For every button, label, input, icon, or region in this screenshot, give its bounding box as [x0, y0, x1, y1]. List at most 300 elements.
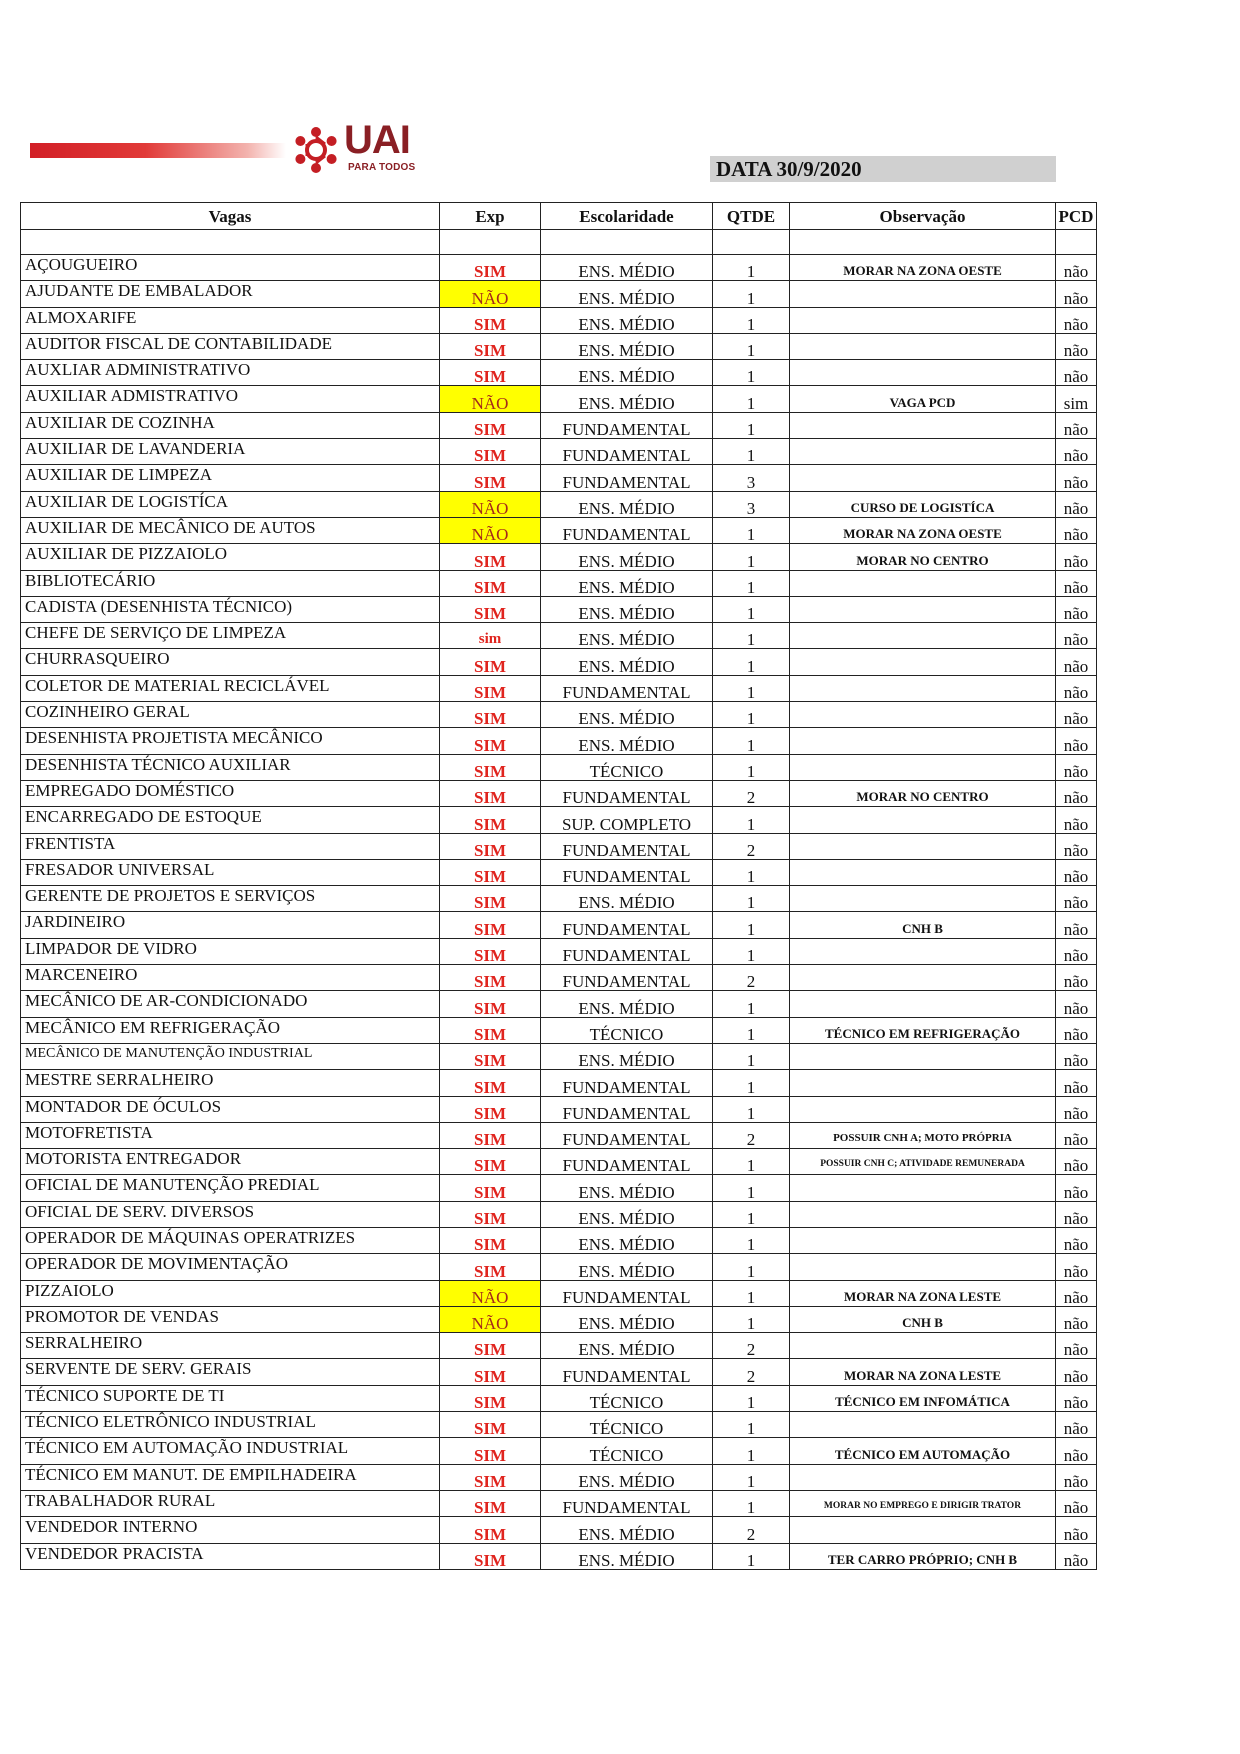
- pcd-cell: não: [1056, 912, 1097, 938]
- vaga-cell: OFICIAL DE SERV. DIVERSOS: [21, 1201, 440, 1227]
- escolaridade-cell: ENS. MÉDIO: [541, 1201, 713, 1227]
- pcd-cell: não: [1056, 833, 1097, 859]
- pcd-cell: não: [1056, 754, 1097, 780]
- table-row: [21, 807, 1097, 833]
- vaga-cell: MARCENEIRO: [21, 965, 440, 991]
- pcd-cell: não: [1056, 702, 1097, 728]
- vaga-cell: AUXILIAR DE LOGISTÍCA: [21, 491, 440, 517]
- observacao-cell: [790, 1070, 1056, 1096]
- table-row: [21, 649, 1097, 675]
- vaga-cell: MOTORISTA ENTREGADOR: [21, 1149, 440, 1175]
- pcd-cell: não: [1056, 570, 1097, 596]
- observacao-cell: CNH B: [790, 912, 1056, 938]
- observacao-cell: [790, 1227, 1056, 1253]
- observacao-cell: [790, 1254, 1056, 1280]
- vaga-cell: MESTRE SERRALHEIRO: [21, 1070, 440, 1096]
- header-escolaridade: Escolaridade: [541, 203, 713, 230]
- pcd-cell: não: [1056, 1227, 1097, 1253]
- qtde-cell: 1: [713, 1490, 790, 1516]
- qtde-cell: 1: [713, 1306, 790, 1332]
- pcd-cell: não: [1056, 728, 1097, 754]
- observacao-cell: MORAR NA ZONA OESTE: [790, 255, 1056, 281]
- observacao-cell: [790, 1201, 1056, 1227]
- escolaridade-cell: ENS. MÉDIO: [541, 991, 713, 1017]
- header-gradient-bar: [30, 143, 286, 158]
- observacao-cell: CURSO DE LOGISTÍCA: [790, 491, 1056, 517]
- table-row: [21, 1175, 1097, 1201]
- vaga-cell: DESENHISTA PROJETISTA MECÂNICO: [21, 728, 440, 754]
- pcd-cell: não: [1056, 491, 1097, 517]
- vaga-cell: AÇOUGUEIRO: [21, 255, 440, 281]
- pcd-cell: não: [1056, 1201, 1097, 1227]
- qtde-cell: 1: [713, 702, 790, 728]
- table-row: [21, 1227, 1097, 1253]
- escolaridade-cell: ENS. MÉDIO: [541, 886, 713, 912]
- pcd-cell: não: [1056, 938, 1097, 964]
- observacao-cell: MORAR NA ZONA LESTE: [790, 1359, 1056, 1385]
- exp-cell: SIM: [440, 780, 541, 806]
- qtde-cell: 1: [713, 938, 790, 964]
- escolaridade-cell: TÉCNICO: [541, 754, 713, 780]
- escolaridade-cell: ENS. MÉDIO: [541, 333, 713, 359]
- exp-cell: SIM: [440, 333, 541, 359]
- qtde-cell: 1: [713, 675, 790, 701]
- table-row: [21, 1306, 1097, 1332]
- escolaridade-cell: ENS. MÉDIO: [541, 386, 713, 412]
- exp-cell: SIM: [440, 465, 541, 491]
- escolaridade-cell: TÉCNICO: [541, 1017, 713, 1043]
- escolaridade-cell: FUNDAMENTAL: [541, 938, 713, 964]
- escolaridade-cell: ENS. MÉDIO: [541, 702, 713, 728]
- observacao-cell: [790, 728, 1056, 754]
- header-pcd: PCD: [1056, 203, 1097, 230]
- exp-cell: NÃO: [440, 517, 541, 543]
- pcd-cell: não: [1056, 1412, 1097, 1438]
- qtde-cell: 2: [713, 780, 790, 806]
- exp-cell: SIM: [440, 675, 541, 701]
- exp-cell: SIM: [440, 912, 541, 938]
- exp-cell: SIM: [440, 1385, 541, 1411]
- qtde-cell: 1: [713, 570, 790, 596]
- qtde-cell: 1: [713, 1096, 790, 1122]
- observacao-cell: [790, 281, 1056, 307]
- table-row: [21, 1438, 1097, 1464]
- vaga-cell: COLETOR DE MATERIAL RECICLÁVEL: [21, 675, 440, 701]
- escolaridade-cell: ENS. MÉDIO: [541, 1254, 713, 1280]
- pcd-cell: não: [1056, 1306, 1097, 1332]
- table-row: [21, 754, 1097, 780]
- qtde-cell: 2: [713, 1333, 790, 1359]
- exp-cell: SIM: [440, 1464, 541, 1490]
- vaga-cell: AUXLIAR ADMINISTRATIVO: [21, 360, 440, 386]
- observacao-cell: [790, 754, 1056, 780]
- vaga-cell: TÉCNICO EM AUTOMAÇÃO INDUSTRIAL: [21, 1438, 440, 1464]
- observacao-cell: [790, 1096, 1056, 1122]
- exp-cell: SIM: [440, 1490, 541, 1516]
- vaga-cell: AUXILIAR DE MECÂNICO DE AUTOS: [21, 517, 440, 543]
- qtde-cell: 1: [713, 623, 790, 649]
- observacao-cell: [790, 1517, 1056, 1543]
- table-row: [21, 596, 1097, 622]
- table-row: [21, 833, 1097, 859]
- vaga-cell: FRESADOR UNIVERSAL: [21, 859, 440, 885]
- qtde-cell: 1: [713, 1070, 790, 1096]
- observacao-cell: TÉCNICO EM INFOMÁTICA: [790, 1385, 1056, 1411]
- observacao-cell: [790, 412, 1056, 438]
- observacao-cell: [790, 570, 1056, 596]
- table-row: [21, 1254, 1097, 1280]
- pcd-cell: não: [1056, 1359, 1097, 1385]
- exp-cell: SIM: [440, 965, 541, 991]
- vaga-cell: OPERADOR DE MÁQUINAS OPERATRIZES: [21, 1227, 440, 1253]
- qtde-cell: 1: [713, 1543, 790, 1569]
- exp-cell: SIM: [440, 1122, 541, 1148]
- pcd-cell: não: [1056, 965, 1097, 991]
- qtde-cell: 1: [713, 386, 790, 412]
- table-row: [21, 965, 1097, 991]
- escolaridade-cell: ENS. MÉDIO: [541, 1464, 713, 1490]
- observacao-cell: MORAR NA ZONA OESTE: [790, 517, 1056, 543]
- exp-cell: SIM: [440, 1149, 541, 1175]
- qtde-cell: 2: [713, 1359, 790, 1385]
- escolaridade-cell: FUNDAMENTAL: [541, 912, 713, 938]
- exp-cell: NÃO: [440, 1306, 541, 1332]
- header-observacao: Observação: [790, 203, 1056, 230]
- pcd-cell: não: [1056, 307, 1097, 333]
- qtde-cell: 1: [713, 281, 790, 307]
- observacao-cell: [790, 965, 1056, 991]
- exp-cell: SIM: [440, 1517, 541, 1543]
- qtde-cell: 1: [713, 439, 790, 465]
- observacao-cell: MORAR NO EMPREGO E DIRIGIR TRATOR: [790, 1490, 1056, 1516]
- table-row: [21, 544, 1097, 570]
- escolaridade-cell: ENS. MÉDIO: [541, 596, 713, 622]
- pcd-cell: não: [1056, 544, 1097, 570]
- vaga-cell: MONTADOR DE ÓCULOS: [21, 1096, 440, 1122]
- qtde-cell: 1: [713, 255, 790, 281]
- escolaridade-cell: FUNDAMENTAL: [541, 517, 713, 543]
- exp-cell: SIM: [440, 859, 541, 885]
- pcd-cell: não: [1056, 1254, 1097, 1280]
- exp-cell: SIM: [440, 728, 541, 754]
- pcd-cell: não: [1056, 1070, 1097, 1096]
- escolaridade-cell: FUNDAMENTAL: [541, 1280, 713, 1306]
- exp-cell: SIM: [440, 886, 541, 912]
- vaga-cell: PIZZAIOLO: [21, 1280, 440, 1306]
- qtde-cell: 1: [713, 1227, 790, 1253]
- table-row: [21, 1149, 1097, 1175]
- observacao-cell: [790, 649, 1056, 675]
- qtde-cell: 2: [713, 1122, 790, 1148]
- qtde-cell: 1: [713, 859, 790, 885]
- exp-cell: SIM: [440, 1175, 541, 1201]
- pcd-cell: não: [1056, 1385, 1097, 1411]
- vaga-cell: JARDINEIRO: [21, 912, 440, 938]
- vaga-cell: TÉCNICO ELETRÔNICO INDUSTRIAL: [21, 1412, 440, 1438]
- pcd-cell: não: [1056, 1333, 1097, 1359]
- escolaridade-cell: ENS. MÉDIO: [541, 1306, 713, 1332]
- vaga-cell: SERRALHEIRO: [21, 1333, 440, 1359]
- escolaridade-cell: FUNDAMENTAL: [541, 859, 713, 885]
- pcd-cell: não: [1056, 1438, 1097, 1464]
- table-row: [21, 491, 1097, 517]
- qtde-cell: 1: [713, 1175, 790, 1201]
- pcd-cell: sim: [1056, 386, 1097, 412]
- vaga-cell: FRENTISTA: [21, 833, 440, 859]
- observacao-cell: [790, 1333, 1056, 1359]
- escolaridade-cell: ENS. MÉDIO: [541, 1227, 713, 1253]
- exp-cell: SIM: [440, 649, 541, 675]
- escolaridade-cell: ENS. MÉDIO: [541, 255, 713, 281]
- escolaridade-cell: ENS. MÉDIO: [541, 307, 713, 333]
- vacancies-table: [20, 202, 1097, 1570]
- qtde-cell: 1: [713, 1464, 790, 1490]
- escolaridade-cell: ENS. MÉDIO: [541, 360, 713, 386]
- exp-cell: NÃO: [440, 281, 541, 307]
- table-row: [21, 1280, 1097, 1306]
- observacao-cell: [790, 1412, 1056, 1438]
- vaga-cell: ENCARREGADO DE ESTOQUE: [21, 807, 440, 833]
- qtde-cell: 1: [713, 1254, 790, 1280]
- table-row: [21, 1017, 1097, 1043]
- escolaridade-cell: ENS. MÉDIO: [541, 728, 713, 754]
- exp-cell: SIM: [440, 570, 541, 596]
- observacao-cell: [790, 623, 1056, 649]
- observacao-cell: MORAR NA ZONA LESTE: [790, 1280, 1056, 1306]
- pcd-cell: não: [1056, 412, 1097, 438]
- pcd-cell: não: [1056, 1017, 1097, 1043]
- exp-cell: SIM: [440, 833, 541, 859]
- exp-cell: SIM: [440, 544, 541, 570]
- table-row: [21, 1385, 1097, 1411]
- exp-cell: SIM: [440, 1412, 541, 1438]
- vaga-cell: VENDEDOR PRACISTA: [21, 1543, 440, 1569]
- escolaridade-cell: ENS. MÉDIO: [541, 570, 713, 596]
- escolaridade-cell: FUNDAMENTAL: [541, 465, 713, 491]
- pcd-cell: não: [1056, 1149, 1097, 1175]
- observacao-cell: [790, 439, 1056, 465]
- table-row: [21, 728, 1097, 754]
- escolaridade-cell: FUNDAMENTAL: [541, 965, 713, 991]
- table-row: [21, 412, 1097, 438]
- vaga-cell: TÉCNICO EM MANUT. DE EMPILHADEIRA: [21, 1464, 440, 1490]
- observacao-cell: POSSUIR CNH C; ATIVIDADE REMUNERADA: [790, 1149, 1056, 1175]
- qtde-cell: 1: [713, 886, 790, 912]
- exp-cell: sim: [440, 623, 541, 649]
- observacao-cell: POSSUIR CNH A; MOTO PRÓPRIA: [790, 1122, 1056, 1148]
- qtde-cell: 3: [713, 491, 790, 517]
- escolaridade-cell: FUNDAMENTAL: [541, 780, 713, 806]
- vaga-cell: EMPREGADO DOMÉSTICO: [21, 780, 440, 806]
- qtde-cell: 1: [713, 807, 790, 833]
- table-row: [21, 517, 1097, 543]
- vaga-cell: AUXILIAR ADMISTRATIVO: [21, 386, 440, 412]
- qtde-cell: 1: [713, 596, 790, 622]
- vaga-cell: MOTOFRETISTA: [21, 1122, 440, 1148]
- exp-cell: SIM: [440, 1333, 541, 1359]
- pcd-cell: não: [1056, 1280, 1097, 1306]
- qtde-cell: 1: [713, 1438, 790, 1464]
- vaga-cell: GERENTE DE PROJETOS E SERVIÇOS: [21, 886, 440, 912]
- table-row: [21, 780, 1097, 806]
- table-row: [21, 623, 1097, 649]
- vaga-cell: MECÂNICO EM REFRIGERAÇÃO: [21, 1017, 440, 1043]
- pcd-cell: não: [1056, 255, 1097, 281]
- table-row: [21, 1490, 1097, 1516]
- escolaridade-cell: ENS. MÉDIO: [541, 1175, 713, 1201]
- escolaridade-cell: TÉCNICO: [541, 1385, 713, 1411]
- table-row: [21, 1464, 1097, 1490]
- escolaridade-cell: ENS. MÉDIO: [541, 281, 713, 307]
- escolaridade-cell: ENS. MÉDIO: [541, 623, 713, 649]
- table-row: [21, 1517, 1097, 1543]
- header-vagas: Vagas: [21, 203, 440, 230]
- table-row: [21, 912, 1097, 938]
- qtde-cell: 1: [713, 360, 790, 386]
- qtde-cell: 1: [713, 517, 790, 543]
- qtde-cell: 1: [713, 1149, 790, 1175]
- table-row: [21, 675, 1097, 701]
- qtde-cell: 1: [713, 1017, 790, 1043]
- observacao-cell: [790, 675, 1056, 701]
- table-row: [21, 255, 1097, 281]
- vaga-cell: CADISTA (DESENHISTA TÉCNICO): [21, 596, 440, 622]
- observacao-cell: [790, 465, 1056, 491]
- header-exp: Exp: [440, 203, 541, 230]
- exp-cell: SIM: [440, 412, 541, 438]
- pcd-cell: não: [1056, 807, 1097, 833]
- table-row: [21, 281, 1097, 307]
- header-qtde: QTDE: [713, 203, 790, 230]
- observacao-cell: [790, 807, 1056, 833]
- table-row: [21, 886, 1097, 912]
- observacao-cell: [790, 1464, 1056, 1490]
- observacao-cell: [790, 833, 1056, 859]
- pcd-cell: não: [1056, 1043, 1097, 1069]
- pcd-cell: não: [1056, 1175, 1097, 1201]
- vaga-cell: COZINHEIRO GERAL: [21, 702, 440, 728]
- escolaridade-cell: ENS. MÉDIO: [541, 1517, 713, 1543]
- brand-tagline: PARA TODOS: [348, 162, 416, 173]
- qtde-cell: 1: [713, 1280, 790, 1306]
- vaga-cell: ALMOXARIFE: [21, 307, 440, 333]
- escolaridade-cell: ENS. MÉDIO: [541, 491, 713, 517]
- observacao-cell: TER CARRO PRÓPRIO; CNH B: [790, 1543, 1056, 1569]
- escolaridade-cell: ENS. MÉDIO: [541, 1543, 713, 1569]
- observacao-cell: [790, 333, 1056, 359]
- vaga-cell: MECÂNICO DE MANUTENÇÃO INDUSTRIAL: [21, 1043, 440, 1069]
- exp-cell: SIM: [440, 1201, 541, 1227]
- vaga-cell: TRABALHADOR RURAL: [21, 1490, 440, 1516]
- observacao-cell: [790, 1043, 1056, 1069]
- pcd-cell: não: [1056, 1464, 1097, 1490]
- escolaridade-cell: TÉCNICO: [541, 1412, 713, 1438]
- observacao-cell: TÉCNICO EM REFRIGERAÇÃO: [790, 1017, 1056, 1043]
- pcd-cell: não: [1056, 991, 1097, 1017]
- table-row: [21, 1333, 1097, 1359]
- exp-cell: SIM: [440, 255, 541, 281]
- exp-cell: SIM: [440, 360, 541, 386]
- vaga-cell: OPERADOR DE MOVIMENTAÇÃO: [21, 1254, 440, 1280]
- qtde-cell: 1: [713, 754, 790, 780]
- escolaridade-cell: ENS. MÉDIO: [541, 649, 713, 675]
- table-row: [21, 1096, 1097, 1122]
- qtde-cell: 1: [713, 728, 790, 754]
- table-row: [21, 1122, 1097, 1148]
- pcd-cell: não: [1056, 886, 1097, 912]
- pcd-cell: não: [1056, 333, 1097, 359]
- qtde-cell: 1: [713, 912, 790, 938]
- table-row: [21, 333, 1097, 359]
- table-row: [21, 1070, 1097, 1096]
- qtde-cell: 1: [713, 649, 790, 675]
- escolaridade-cell: FUNDAMENTAL: [541, 833, 713, 859]
- exp-cell: SIM: [440, 938, 541, 964]
- vaga-cell: SERVENTE DE SERV. GERAIS: [21, 1359, 440, 1385]
- vaga-cell: CHURRASQUEIRO: [21, 649, 440, 675]
- exp-cell: SIM: [440, 1070, 541, 1096]
- vaga-cell: AUXILIAR DE COZINHA: [21, 412, 440, 438]
- observacao-cell: CNH B: [790, 1306, 1056, 1332]
- escolaridade-cell: FUNDAMENTAL: [541, 675, 713, 701]
- exp-cell: SIM: [440, 1017, 541, 1043]
- table-row: [21, 991, 1097, 1017]
- escolaridade-cell: FUNDAMENTAL: [541, 439, 713, 465]
- vaga-cell: VENDEDOR INTERNO: [21, 1517, 440, 1543]
- exp-cell: SIM: [440, 1096, 541, 1122]
- vaga-cell: AUXILIAR DE LIMPEZA: [21, 465, 440, 491]
- pcd-cell: não: [1056, 649, 1097, 675]
- escolaridade-cell: FUNDAMENTAL: [541, 412, 713, 438]
- exp-cell: SIM: [440, 1359, 541, 1385]
- vaga-cell: OFICIAL DE MANUTENÇÃO PREDIAL: [21, 1175, 440, 1201]
- vaga-cell: AJUDANTE DE EMBALADOR: [21, 281, 440, 307]
- qtde-cell: 1: [713, 1412, 790, 1438]
- escolaridade-cell: ENS. MÉDIO: [541, 1333, 713, 1359]
- exp-cell: SIM: [440, 754, 541, 780]
- qtde-cell: 1: [713, 991, 790, 1017]
- qtde-cell: 1: [713, 1043, 790, 1069]
- pcd-cell: não: [1056, 1122, 1097, 1148]
- qtde-cell: 3: [713, 465, 790, 491]
- exp-cell: NÃO: [440, 491, 541, 517]
- escolaridade-cell: FUNDAMENTAL: [541, 1149, 713, 1175]
- observacao-cell: [790, 938, 1056, 964]
- table-row: [21, 938, 1097, 964]
- table-row: [21, 859, 1097, 885]
- observacao-cell: [790, 859, 1056, 885]
- table-row: [21, 1201, 1097, 1227]
- table-row: [21, 1359, 1097, 1385]
- table-row: [21, 702, 1097, 728]
- qtde-cell: 1: [713, 307, 790, 333]
- escolaridade-cell: FUNDAMENTAL: [541, 1122, 713, 1148]
- qtde-cell: 1: [713, 544, 790, 570]
- exp-cell: SIM: [440, 1438, 541, 1464]
- pcd-cell: não: [1056, 675, 1097, 701]
- exp-cell: SIM: [440, 596, 541, 622]
- escolaridade-cell: FUNDAMENTAL: [541, 1490, 713, 1516]
- vaga-cell: TÉCNICO SUPORTE DE TI: [21, 1385, 440, 1411]
- table-row: [21, 386, 1097, 412]
- pcd-cell: não: [1056, 439, 1097, 465]
- vaga-cell: AUXILIAR DE PIZZAIOLO: [21, 544, 440, 570]
- table-row: [21, 1043, 1097, 1069]
- pcd-cell: não: [1056, 281, 1097, 307]
- vaga-cell: LIMPADOR DE VIDRO: [21, 938, 440, 964]
- brand-name: UAI: [344, 118, 410, 162]
- qtde-cell: 1: [713, 1201, 790, 1227]
